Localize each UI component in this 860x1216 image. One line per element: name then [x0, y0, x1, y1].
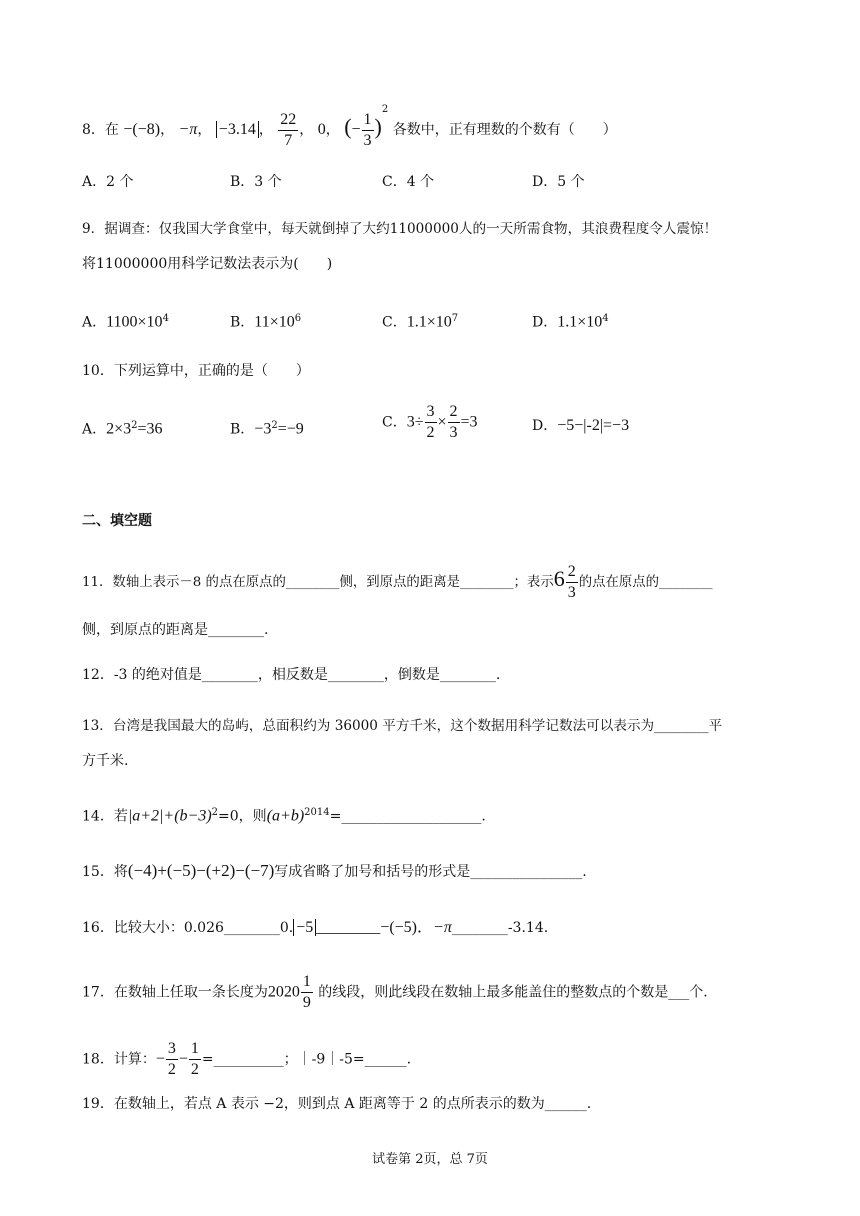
question-text: 各数中，正有理数的个数有（ ）: [392, 122, 617, 138]
option-label: A．: [82, 314, 107, 331]
denominator: 3: [449, 424, 458, 441]
numerator: 2: [566, 564, 578, 583]
exponent: 2: [211, 807, 219, 818]
question-16: [82, 918, 548, 938]
question-text: 的线段，则此线段在数轴上最多能盖住的整数点的个数是___个.: [318, 984, 708, 1001]
question-text: 写成省略了加号和括号的形式是________________.: [274, 864, 587, 880]
denominator: 3: [567, 584, 576, 601]
option-text: 1.1×10: [557, 313, 603, 331]
fraction: [448, 404, 460, 441]
question-17: [82, 974, 708, 1011]
exponent: 2: [131, 420, 138, 431]
numerator: 3: [166, 1041, 178, 1060]
math-term: (−4)+(−5)−(+2)−(−7): [127, 861, 275, 880]
option-c[interactable]: [382, 404, 478, 441]
math-term: −3.14: [216, 121, 259, 138]
option-label: A．: [82, 174, 107, 190]
math-term: (a+b): [266, 807, 305, 825]
denominator: 2: [426, 424, 435, 441]
option-a[interactable]: [82, 172, 133, 192]
fraction: [278, 112, 298, 149]
math-term: 3÷: [406, 413, 424, 431]
option-text: 1100×10: [106, 313, 163, 331]
exponent: 4: [602, 313, 609, 324]
math-term: −5−|-2|=−3: [557, 417, 630, 434]
option-text: 5 个: [557, 174, 585, 190]
math-term: =3: [460, 413, 478, 431]
option-label: B．: [230, 174, 255, 190]
option-text: 2 个: [106, 174, 134, 190]
fraction: [425, 404, 437, 441]
question-text: 的点在原点的________: [578, 575, 713, 590]
question-19: 19．在数轴上，若点 A 表示 −2，则到点 A 距离等于 2 的点所表示的数为______.: [82, 1096, 592, 1112]
question-11-line2: 侧，到原点的距离是________.: [82, 622, 269, 638]
question-8: 8．在 −(−8)， −π， −3.14 ， $\frac{22}{7}$ ， 0， (− $\frac{1}{3}$ )$^2$ 各数中，正有理数的个数有（ ）: [82, 104, 617, 149]
numerator: 1: [301, 974, 313, 993]
question-14: [82, 803, 486, 827]
option-b[interactable]: [230, 172, 282, 192]
math-term: 0: [317, 121, 326, 138]
option-text: 3 个: [254, 174, 282, 190]
option-d[interactable]: [532, 309, 609, 333]
math-term: −(−8): [123, 121, 161, 138]
option-text: 4 个: [406, 174, 435, 190]
option-label: D．: [532, 174, 558, 190]
exponent: 2: [381, 104, 389, 115]
question-text: =____________________.: [329, 808, 486, 825]
exponent: 2: [271, 420, 278, 431]
option-a[interactable]: [82, 309, 169, 333]
question-text: =0，则: [218, 808, 267, 825]
option-d[interactable]: [532, 172, 585, 192]
exponent: 2014: [304, 807, 330, 818]
question-10: 10．下列运算中，正确的是（ ）: [82, 363, 310, 379]
question-text: 16．比较大小：0.026________0.: [82, 920, 294, 936]
question-11-line1: [82, 564, 713, 601]
numerator: 1: [189, 1041, 201, 1060]
option-label: A．: [82, 421, 107, 438]
math-term: ×: [437, 413, 447, 431]
exponent: 6: [294, 313, 302, 324]
option-label: C．: [382, 314, 407, 331]
question-text: 17．在数轴上任取一条长度为: [82, 984, 268, 1001]
math-term: −π: [178, 121, 198, 138]
question-text: 14．若: [82, 808, 128, 825]
exponent: 7: [451, 313, 459, 324]
option-c[interactable]: [382, 172, 434, 192]
option-b[interactable]: [230, 416, 304, 440]
question-text: =__________；｜-9｜-5=______.: [201, 1051, 412, 1068]
denominator: 7: [284, 131, 293, 149]
paren-left: (: [344, 114, 352, 139]
paren-right: ): [374, 114, 382, 139]
math-term: −3: [254, 420, 272, 438]
option-b[interactable]: [230, 309, 301, 333]
option-a[interactable]: [82, 416, 163, 440]
fraction: [189, 1041, 201, 1078]
exponent: 4: [162, 313, 169, 324]
question-text: 15．将: [82, 864, 128, 880]
question-number: 8．: [82, 122, 105, 138]
math-term: −5: [293, 919, 316, 936]
mixed-whole: 6: [553, 566, 565, 591]
question-text: 在: [104, 122, 119, 138]
math-term: ________−(−5)．: [316, 919, 434, 936]
option-label: B．: [230, 421, 255, 438]
math-term: |a+2|+(b−3): [127, 807, 212, 825]
question-text: ________-3.14.: [451, 920, 549, 936]
minus-sign: −: [155, 1050, 165, 1068]
numerator: 1: [362, 112, 374, 131]
page-footer: 试卷第 2页，总 7页: [372, 1152, 488, 1167]
question-9-line2: 将11000000用科学记数法表示为( ): [82, 256, 333, 272]
minus-sign: −: [351, 121, 361, 138]
numerator: 2: [448, 404, 460, 423]
question-13-line2: 方千米.: [82, 753, 129, 769]
option-text: 1.1×10: [406, 313, 452, 331]
question-13-line1: 13．台湾是我国最大的岛屿，总面积约为 36000 平方千米，这个数据用科学记数法可以表示为________平: [82, 718, 723, 734]
denominator: 3: [363, 131, 372, 149]
minus-sign: −: [178, 1050, 188, 1068]
option-label: D．: [532, 418, 558, 434]
denominator: 2: [167, 1061, 176, 1078]
option-text: 11×10: [254, 313, 295, 331]
question-15: [82, 861, 587, 882]
math-term: 2×3: [106, 420, 132, 438]
question-9-line1: 9．据调查：仅我国大学食堂中，每天就倒掉了大约11000000人的一天所需食物，其浪费程度令人震惊！: [82, 221, 718, 237]
option-label: C．: [382, 414, 407, 431]
math-term: =36: [137, 420, 163, 438]
option-label: C．: [382, 174, 407, 190]
mixed-whole: 2020: [267, 983, 300, 1001]
fraction: [566, 564, 578, 601]
option-c[interactable]: [382, 309, 458, 333]
option-d[interactable]: [532, 416, 629, 436]
question-18: [82, 1041, 411, 1078]
denominator: 2: [190, 1061, 199, 1078]
fraction: [301, 974, 313, 1011]
option-label: D．: [532, 314, 558, 331]
math-term: −π: [433, 919, 452, 936]
option-label: B．: [230, 314, 255, 331]
section-title: 二、填空题: [82, 513, 152, 529]
question-text: 18．计算：: [82, 1051, 156, 1068]
fraction: [362, 112, 374, 149]
question-text: 11．数轴上表示－8 的点在原点的________侧，到原点的距离是________；表示: [82, 575, 554, 590]
denominator: 9: [302, 994, 311, 1011]
question-12: 12．-3 的绝对值是________，相反数是________，倒数是________.: [82, 667, 501, 683]
fraction: [166, 1041, 178, 1078]
numerator: 22: [278, 112, 298, 131]
numerator: 3: [425, 404, 437, 423]
math-term: =−9: [277, 420, 304, 438]
